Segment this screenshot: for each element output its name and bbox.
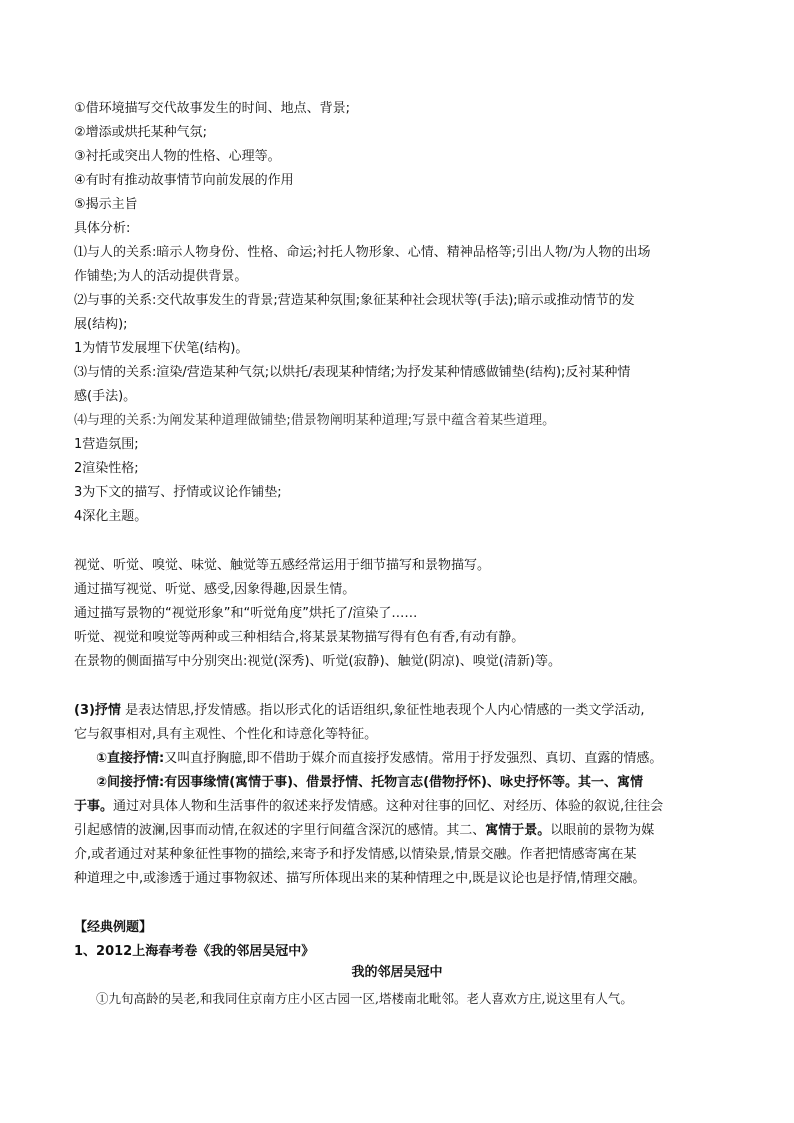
function-item-5: ⑤揭示主旨	[74, 197, 138, 212]
analysis-reason-line: ⑷与理的关系:为阐发某种道理做铺垫;借景物阐明某种道理;写景中蕴含着某些道理。	[74, 413, 556, 428]
example-source: 1、2012上海春考卷《我的邻居吴冠中》	[74, 944, 315, 959]
direct-lyric-text: 又叫直抒胸臆,即不借助于媒介而直接抒发感情。常用于抒发强烈、真切、直露的情感。	[164, 751, 663, 766]
example-paragraph-1: ①九旬高龄的吴老,和我同住京南方庄小区古园一区,塔楼南北毗邻。老人喜欢方庄,说这里有人气。	[96, 991, 633, 1006]
direct-lyric-label: ①直接抒情:	[96, 751, 165, 766]
analysis-heading: 具体分析:	[74, 221, 131, 236]
analysis-event-line-2: 展(结构);	[74, 317, 128, 332]
lyric-intro-text: 是表达情思,抒发情感。指以形式化的话语组织,象征性地表现个人内心情感的一类文学活动,	[125, 703, 645, 718]
lyric-label: (3)抒情	[74, 703, 121, 718]
function-item-1: ①借环境描写交代故事发生的时间、地点、背景;	[74, 101, 351, 116]
indirect-lyric-text-3a: 引起感情的波澜,因事而动情,在叙述的字里行间蕴含深沉的感情。其二、	[74, 823, 486, 838]
indirect-lyric-text-2: 通过对具体人物和生活事件的叙述来抒发情感。这种对往事的回忆、对经历、体验的叙说,往往会	[113, 799, 664, 814]
analysis-list-item-1: 1营造氛围;	[74, 437, 139, 452]
direct-lyric-line	[96, 748, 736, 770]
indirect-lyric-bold-2: 寓情于景。	[485, 823, 551, 838]
senses-line-1: 视觉、听觉、嗅觉、味觉、触觉等五感经常运用于细节描写和景物描写。	[74, 558, 491, 573]
example-article-title: 我的邻居吴冠中	[351, 965, 443, 980]
senses-line-3: 通过描写景物的“视觉形象”和“听觉角度”烘托了/渲染了……	[74, 606, 418, 621]
indirect-lyric-text-3b: 以眼前的景物为媒	[550, 823, 655, 838]
example-heading: 【经典例题】	[74, 920, 153, 935]
senses-line-2: 通过描写视觉、听觉、感受,因象得趣,因景生情。	[74, 582, 356, 597]
indirect-lyric-line-2	[74, 796, 734, 818]
senses-line-4: 听觉、视觉和嗅觉等两种或三种相结合,将某景某物描写得有色有香,有动有静。	[74, 630, 525, 645]
analysis-list-item-2: 2渲染性格;	[74, 461, 139, 476]
indirect-lyric-line-5: 种道理之中,或渗透于通过事物叙述、描写所体现出来的某种情理之中,既是议论也是抒情,情理交融。	[74, 871, 646, 886]
function-item-3: ③衬托或突出人物的性格、心理等。	[74, 149, 281, 164]
function-item-2: ②增添或烘托某种气氛;	[74, 125, 208, 140]
analysis-list-item-4: 4深化主题。	[74, 509, 148, 524]
lyric-intro-line-2: 它与叙事相对,具有主观性、个性化和诗意化等特征。	[74, 727, 378, 742]
analysis-list-item-3: 3为下文的描写、抒情或议论作铺垫;	[74, 485, 282, 500]
indirect-lyric-line-3	[74, 820, 734, 842]
indirect-lyric-line-4: 介,或者通过对某种象征性事物的描绘,来寄予和抒发情感,以情染景,情景交融。作者把情感寄寓在某	[74, 847, 637, 862]
analysis-person-line-2: 作铺垫;为人的活动提供背景。	[74, 269, 248, 284]
function-item-4: ④有时有推动故事情节向前发展的作用	[74, 173, 294, 188]
indirect-lyric-bold-1: 于事。	[74, 799, 114, 814]
analysis-emotion-line-2: 感(手法)。	[74, 389, 137, 404]
analysis-person-line-1: ⑴与人的关系:暗示人物身份、性格、命运;衬托人物形象、心情、精神品格等;引出人物/为人物的出场	[74, 245, 651, 260]
analysis-event-line-1: ⑵与事的关系:交代故事发生的背景;营造某种氛围;象征某种社会现状等(手法);暗示或推动情节的发	[74, 293, 635, 308]
indirect-lyric-line-1: ②间接抒情:有因事缘情(寓情于事)、借景抒情、托物言志(借物抒怀)、咏史抒怀等。其一、寓情	[96, 775, 643, 790]
analysis-event-line-3: 1为情节发展埋下伏笔(结构)。	[74, 341, 249, 356]
analysis-emotion-line-1: ⑶与情的关系:渲染/营造某种气氛;以烘托/表现某种情绪;为抒发某种情感做铺垫(结构);反衬某种情	[74, 365, 631, 380]
senses-line-5: 在景物的侧面描写中分别突出:视觉(深秀)、听觉(寂静)、触觉(阴凉)、嗅觉(清新)等。	[74, 654, 561, 669]
lyric-intro-line-1	[74, 700, 734, 722]
